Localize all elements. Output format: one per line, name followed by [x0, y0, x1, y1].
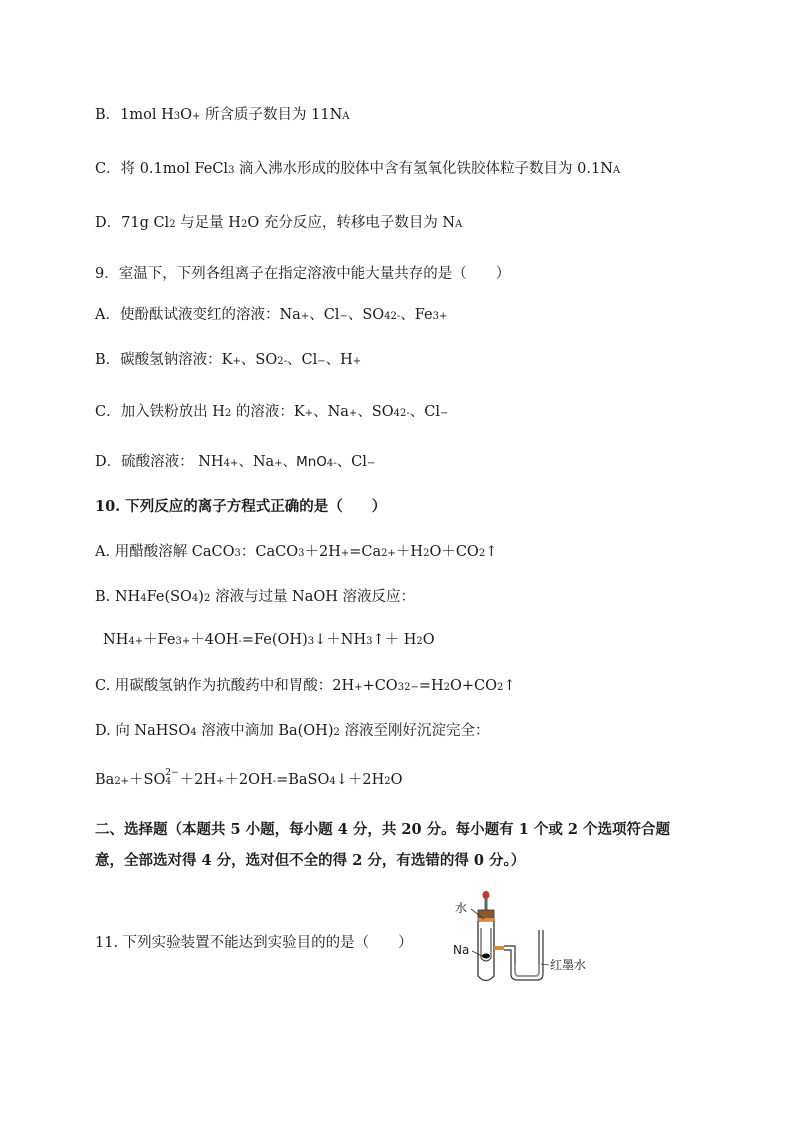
q8-option-b: B．1mol H3O+ 所含质子数目为 11NA: [95, 107, 350, 123]
q10-option-d: D. 向 NaHSO4 溶液中滴加 Ba(OH)2 溶液至刚好沉淀完全：: [95, 723, 490, 739]
u-tube: [504, 930, 539, 976]
q10-option-d-equation: Ba2+＋SO 2− 4 ＋2H+＋2OH-=BaSO4↓＋2H2O: [95, 768, 403, 788]
outer-test-tube: [478, 921, 494, 981]
q10-option-c: C. 用碳酸氢钠作为抗酸药中和胃酸：2H++CO32−=H2O+CO2↑: [95, 678, 516, 694]
sodium-water-apparatus: [445, 888, 615, 988]
q9-stem: 9．室温下，下列各组离子在指定溶液中能大量共存的是（ ）: [95, 266, 511, 282]
side-connector: [494, 946, 504, 950]
q9-option-d: D．硫酸溶液： NH4+、Na+、MnO4-、Cl−: [95, 454, 376, 470]
q9-option-a: A．使酚酞试液变红的溶液：Na+、Cl−、SO42-、Fe3+: [95, 307, 448, 323]
sulfate-charge-stack: 2− 4: [165, 768, 179, 787]
label-water: 水: [455, 901, 468, 915]
q8-option-d: D．71g Cl2 与足量 H2O 充分反应，转移电子数目为 NA: [95, 215, 463, 231]
q10-option-a: A. 用醋酸溶解 CaCO3：CaCO3＋2H+=Ca2+＋H2O＋CO2↑: [95, 544, 498, 560]
q9-option-c: C．加入铁粉放出 H2 的溶液：K+、Na+、SO42-、Cl−: [95, 404, 449, 420]
label-sodium: Na: [453, 943, 470, 957]
sodium-piece: [482, 954, 490, 959]
section-2-heading-line-1: 二、选择题（本题共 5 小题，每小题 4 分，共 20 分。每小题有 1 个或 2 个选项符合题: [95, 821, 671, 838]
q10-option-b: B. NH4Fe(SO4)2 溶液与过量 NaOH 溶液反应：: [95, 589, 416, 605]
q8-option-c: C．将 0.1mol FeCl3 滴入沸水形成的胶体中含有氢氧化铁胶体粒子数目为 0.1NA: [95, 161, 621, 177]
q9-option-b: B．碳酸氢钠溶液：K+、SO2-、Cl−、H+: [95, 352, 362, 368]
q11-stem: 11. 下列实验装置不能达到实验目的的是（ ）: [95, 935, 413, 951]
dropper-bulb: [483, 891, 490, 899]
label-red-ink: 红墨水: [550, 958, 587, 972]
q10-stem: 10. 下列反应的离子方程式正确的是（ ）: [95, 498, 387, 515]
section-2-heading-line-2: 意，全部选对得 4 分，选对但不全的得 2 分，有选错的得 0 分。）: [95, 852, 526, 869]
q10-option-b-equation: NH4+＋Fe3+＋4OH-=Fe(OH)3↓＋NH3↑＋ H2O: [103, 632, 435, 648]
